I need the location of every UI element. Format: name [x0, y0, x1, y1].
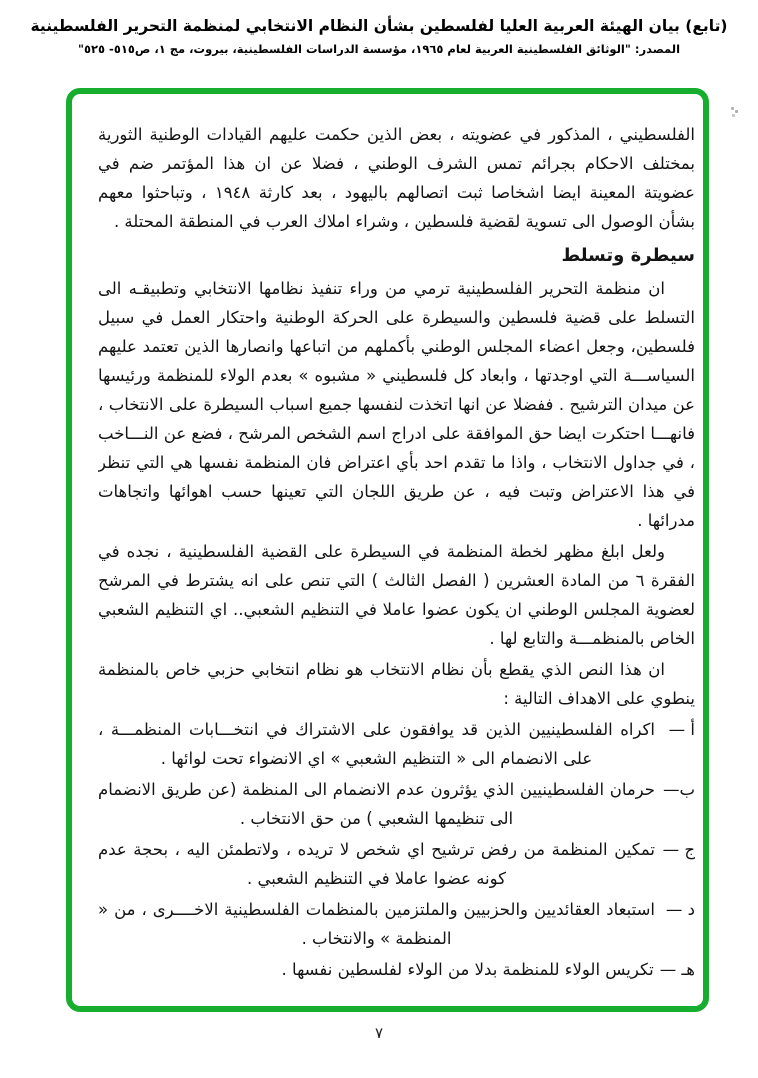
list-marker-c: ج — — [662, 840, 695, 859]
section-heading: سيطرة وتسلط — [561, 245, 695, 266]
content-border-box — [66, 88, 709, 1012]
paragraph-control: ان منظمة التحرير الفلسطينية ترمي من وراء تنفيذ نظامها الانتخابي وتطبيقـه الى التسلط على قضية فلسطين والسيطرة على الحركة الوطنية واحتكار العمل في سبيل فلسطين، وجعل اعضاء المجلس الوطني بأكملهم من اتباعها وانصارها الذين تعتمد عليهم السياســـة التي اوجدتها ، وابعاد كل فلسطيني « مشبوه » بعدم الولاء للمنظمة ورئيسها عن ميدان الترشيح . ففضلا عن انها اتخذت لنفسها جميع اسباب السيطرة على الانتخاب ، فانهـــا احتكرت ايضا حق الموافقة على ادراج اسم الشخص المرشح ، فضع عن النـــاخب ، في جداول الانتخاب ، واذا ما تقدم احد بأي اعتراض فان المنظمة نفسها هي التي تنظر في هذا الاعتراض وتبت فيه ، عن طريق اللجان التي تعينها حسب اهوائها واتجاهات مدرائها . — [98, 279, 695, 530]
paragraph-article-twenty: ولعل ابلغ مظهر لخطة المنظمة في السيطرة على القضية الفلسطينية ، نجده في الفقرة ٦ من المادة العشرين ( الفصل الثالث ) التي تنص على انه يشترط في المرشح لعضوية المجلس الوطني ان يكون عضوا عاملا في التنظيم الشعبي.. اي التنظيم الشعبي الخاص بالمنظمـــة والتابع لها . — [98, 542, 695, 648]
list-marker-a: أ — — [668, 720, 695, 739]
list-item-e — [98, 955, 695, 984]
document-body — [98, 120, 695, 998]
list-item-b — [98, 775, 695, 833]
page-header — [0, 14, 758, 56]
paragraph-continuation: الفلسطيني ، المذكور في عضويته ، بعض الذين حكمت عليهم القيادات الوطنية الثورية بمختلف الاحكام بجرائم تمس الشرف الوطني ، فضلا عن ان هذا المؤتمر ضم في عضويتة المعينة ايضا اشخاصا ثبت اتصالهم باليهود ، بعد كارثة ١٩٤٨ ، وتباحثوا معهم بشأن الوصول الى تسوية لقضية فلسطين ، وشراء املاك العرب في المنطقة المحتلة . — [98, 125, 695, 231]
list-text-d: استبعاد العقائديين والحزبيين والملتزمين بالمنظمات الفلسطينية الاخــــرى ، من « المنظمة » والانتخاب . — [98, 900, 655, 948]
document-source-line: المصدر: "الوثائق الفلسطينية العربية لعام ١٩٦٥، مؤسسة الدراسات الفلسطينية، بيروت، مج ١، ص٥١٥- ٥٢٥" — [77, 42, 681, 56]
list-text-c: تمكين المنظمة من رفض ترشيح اي شخص لا تريده ، ولاتطمئن اليه ، بحجة عدم كونه عضوا عاملا في التنظيم الشعبي . — [98, 840, 655, 888]
list-text-a: اكراه الفلسطينيين الذين قد يوافقون على الاشتراك في انتخـــابات المنظمـــة ، على الانضمام الى « التنظيم الشعبي » اي الانضواء تحت لوائها . — [98, 720, 655, 768]
goals-list — [98, 715, 695, 984]
paragraph-goals-intro: ان هذا النص الذي يقطع بأن نظام الانتخاب هو نظام انتخابي حزبي خاص بالمنظمة ينطوي على الاهداف التالية : — [98, 660, 695, 708]
page-number: ٧ — [374, 1024, 384, 1042]
list-item-c — [98, 835, 695, 893]
list-text-b: حرمان الفلسطينيين الذي يؤثرون عدم الانضمام الى المنظمة (عن طريق الانضمام الى تنظيمها الشعبي ) من حق الانتخاب . — [98, 780, 655, 828]
list-marker-e: هـ — — [659, 960, 695, 979]
list-item-a — [98, 715, 695, 773]
list-marker-d: د — — [665, 900, 695, 919]
list-marker-b: ب— — [662, 780, 695, 799]
document-title: (تابع) بيان الهيئة العربية العليا لفلسطين بشأن النظام الانتخابي لمنظمة التحرير الفلسطينية — [30, 17, 728, 35]
list-text-e: تكريس الولاء للمنظمة بدلا من الولاء لفلسطين نفسها . — [281, 960, 654, 979]
list-item-d — [98, 895, 695, 953]
scan-artifact — [731, 107, 734, 110]
